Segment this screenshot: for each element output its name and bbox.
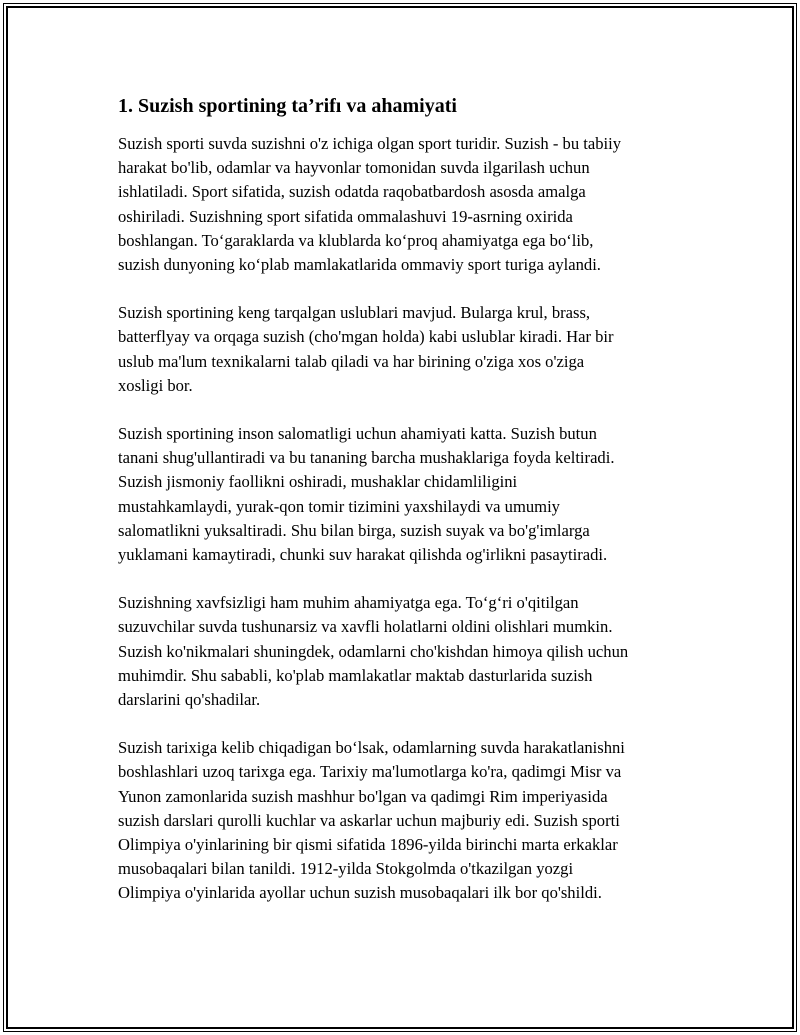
text-line: darslarini qo'shadilar.	[118, 690, 261, 710]
text-line: harakat bo'lib, odamlar va hayvonlar tomonidan suvda ilgarilash uchun	[118, 158, 590, 178]
text-line: Olimpiya o'yinlarida ayollar uchun suzish musobaqalari ilk bor qo'shildi.	[118, 883, 602, 903]
text-line: musobaqalari bilan tanildi. 1912-yilda Stokgolmda o'tkazilgan yozgi	[118, 859, 574, 879]
paragraph-health	[118, 422, 698, 567]
text-line: Suzish sportining keng tarqalgan uslublari mavjud. Bularga krul, brass,	[118, 303, 591, 323]
text-line: batterflyay va orqaga suzish (cho'mgan holda) kabi uslublar kiradi. Har bir	[118, 327, 614, 347]
text-line: Yunon zamonlarida suzish mashhur bo'lgan va qadimgi Rim imperiyasida	[118, 786, 608, 806]
text-line: Suzishning xavfsizligi ham muhim ahamiyatga ega. To‘g‘ri o'qitilgan	[118, 593, 579, 613]
text-line: suzish darslari qurolli kuchlar va askarlar uchun majburiy edi. Suzish sporti	[118, 810, 620, 830]
text-line: Suzish jismoniy faollikni oshiradi, mushaklar chidamliligini	[118, 472, 518, 492]
text-line: Olimpiya o'yinlarining bir qismi sifatida 1896-yilda birinchi marta erkaklar	[118, 835, 618, 855]
text-line: suzuvchilar suvda tushunarsiz va xavfli holatlarni oldini olishlari mumkin.	[118, 617, 613, 637]
text-line: boshlashlari uzoq tarixga ega. Tarixiy ma'lumotlarga ko'ra, qadimgi Misr va	[118, 762, 622, 782]
paragraph-safety	[118, 591, 698, 712]
text-line: mustahkamlaydi, yurak-qon tomir tizimini yaxshilaydi va umumiy	[118, 496, 560, 516]
text-line: Suzish sportining inson salomatligi uchun ahamiyati katta. Suzish butun	[118, 424, 597, 444]
text-line: uslub ma'lum texnikalarni talab qiladi va har birining o'ziga xos o'ziga	[118, 351, 585, 371]
text-line: Suzish tarixiga kelib chiqadigan bo‘lsak, odamlarning suvda harakatlanishni	[118, 738, 625, 758]
text-line: salomatlikni yuksaltiradi. Shu bilan birga, suzish suyak va bo'g'imlarga	[118, 520, 590, 540]
text-line: tanani shug'ullantiradi va bu tananing barcha mushaklariga foyda keltiradi.	[118, 448, 615, 468]
text-line: ishlatiladi. Sport sifatida, suzish odatda raqobatbardosh asosda amalga	[118, 182, 586, 202]
text-line: Suzish sporti suvda suzishni o'z ichiga olgan sport turidir. Suzish - bu tabiiy	[118, 134, 622, 153]
text-line: boshlangan. To‘garaklarda va klublarda ko‘proq ahamiyatga ega bo‘lib,	[118, 230, 594, 250]
section-heading: 1. Suzish sportining ta’rifı va ahamiyati	[118, 95, 457, 117]
text-line: xosligi bor.	[118, 375, 193, 395]
text-line: suzish dunyoning ko‘plab mamlakatlarida ommaviy sport turiga aylandi.	[118, 255, 601, 275]
text-line: Suzish ko'nikmalari shuningdek, odamlarni cho'kishdan himoya qilish uchun	[118, 641, 629, 661]
text-line: oshiriladi. Suzishning sport sifatida ommalashuvi 19-asrning oxirida	[118, 206, 573, 226]
text-line: muhimdir. Shu sababli, ko'plab mamlakatlar maktab dasturlarida suzish	[118, 665, 593, 685]
paragraph-styles	[118, 301, 698, 398]
text-line: yuklamani kamaytiradi, chunki suv harakat qilishda og'irlikni pasaytiradi.	[118, 545, 608, 565]
document-body	[118, 92, 698, 930]
paragraph-definition	[118, 132, 698, 277]
paragraph-history	[118, 736, 698, 905]
